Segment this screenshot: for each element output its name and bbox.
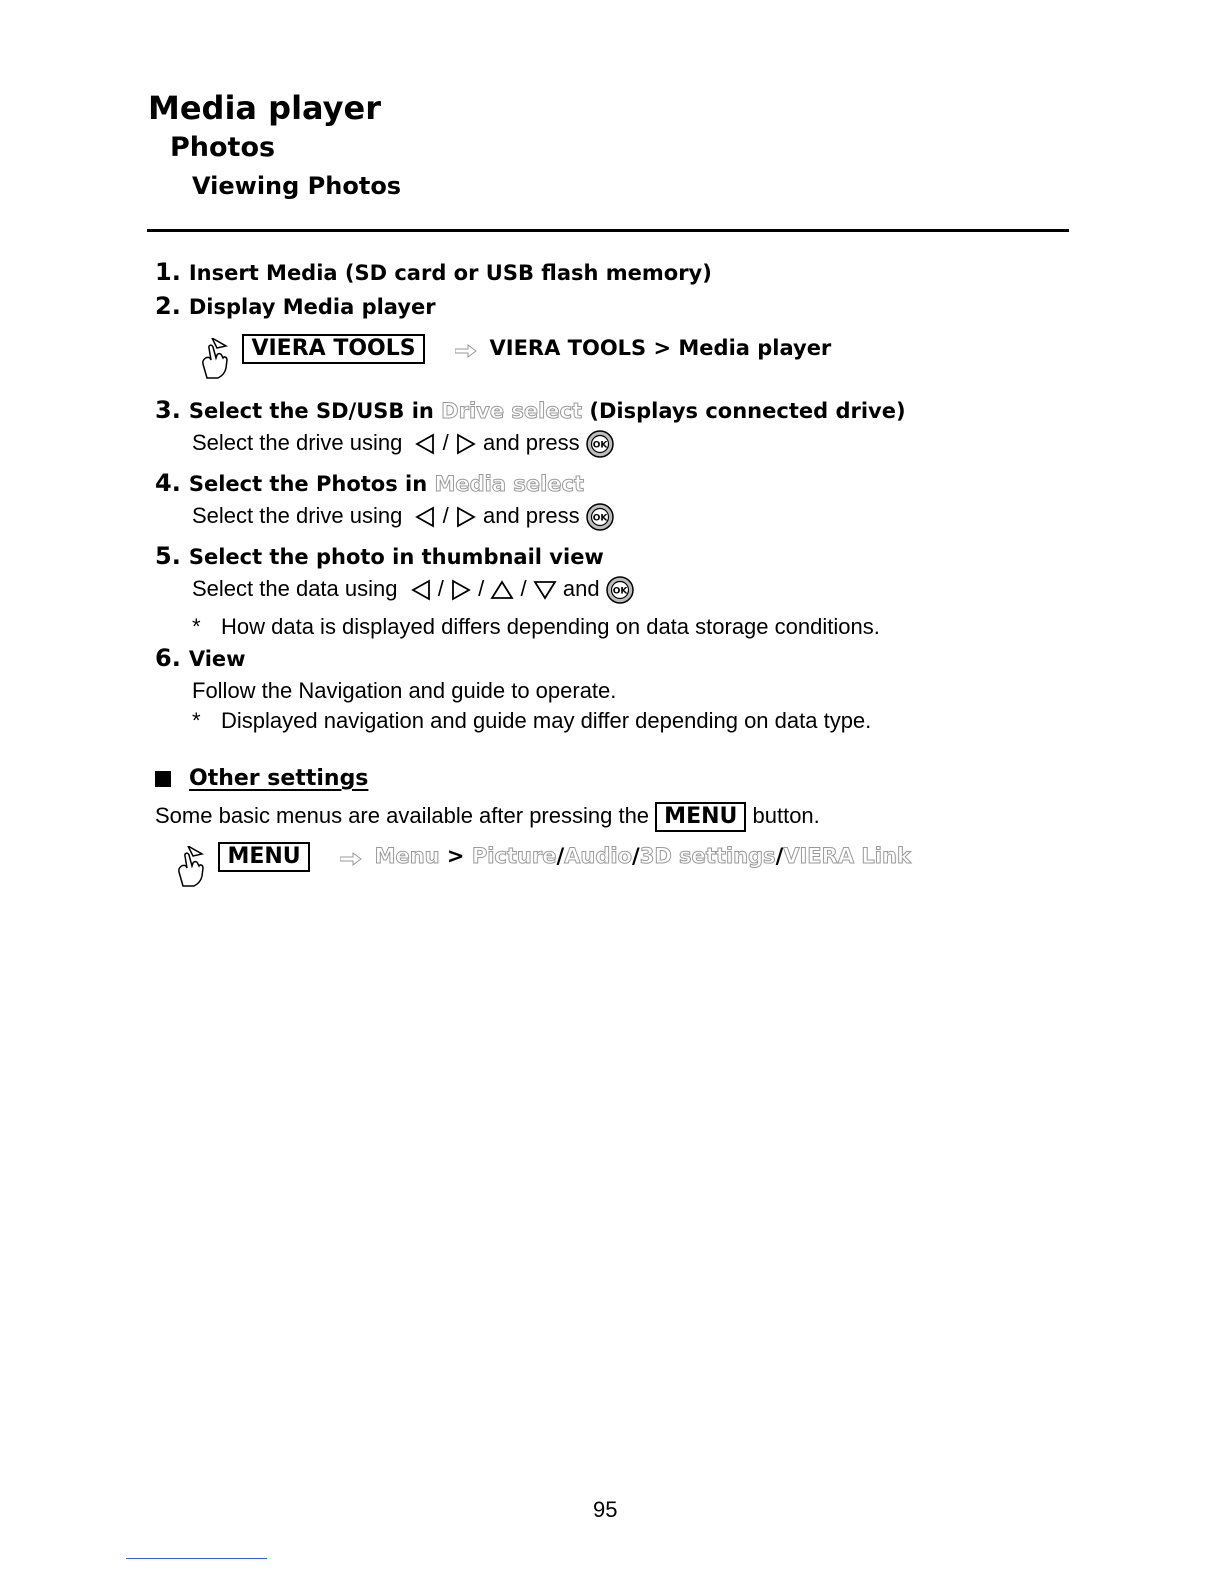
arrow-right-icon	[340, 852, 362, 866]
ok-button-icon	[586, 430, 614, 458]
menu-key-nav: MENU	[218, 842, 309, 872]
square-bullet-icon	[155, 771, 171, 787]
arrow-right-icon	[455, 344, 477, 358]
ok-button-icon	[606, 576, 634, 604]
step-4-desc	[192, 503, 614, 531]
step-5-desc	[192, 576, 634, 604]
step-number: 3.	[155, 396, 181, 424]
picture-label: Picture	[471, 844, 557, 869]
step-5	[155, 542, 604, 570]
other-settings-heading	[155, 766, 368, 791]
left-arrow-icon	[414, 506, 436, 528]
step-number: 2.	[155, 292, 181, 320]
left-arrow-icon	[414, 433, 436, 455]
other-settings-desc	[155, 802, 820, 832]
desc-text: and press	[482, 430, 580, 455]
step-6	[155, 644, 246, 672]
desc-text: button.	[752, 803, 820, 828]
separator: /	[442, 430, 449, 455]
desc-text: and	[562, 576, 600, 601]
viera-link-label: VIERA Link	[783, 844, 911, 869]
section-title: Viewing Photos	[192, 172, 402, 200]
3d-settings-label: 3D settings	[639, 844, 776, 869]
step-title: View	[188, 647, 246, 671]
svg-text:OK: OK	[592, 513, 608, 524]
page-subtitle: Photos	[170, 132, 276, 163]
media-select-menu-label: Media select	[434, 472, 585, 496]
step-3	[155, 396, 906, 424]
step-6-note	[192, 708, 871, 734]
step-4	[155, 469, 584, 497]
step-title: Select the Photos in	[188, 472, 435, 496]
page-number: 95	[593, 1497, 618, 1522]
right-arrow-icon	[455, 506, 477, 528]
drive-select-menu-label: Drive select	[441, 399, 583, 423]
remote-control-icon	[176, 846, 206, 888]
nav-path-menu	[176, 846, 911, 888]
remote-control-icon	[200, 338, 230, 380]
ok-button-icon	[586, 503, 614, 531]
menu-label: Menu	[374, 844, 440, 869]
heading-divider	[147, 229, 1069, 232]
desc-text: Select the data using	[192, 576, 398, 601]
nav-path-viera-tools	[200, 338, 831, 380]
step-number: 6.	[155, 644, 181, 672]
step-title: Select the photo in thumbnail view	[188, 545, 604, 569]
right-arrow-icon	[450, 579, 472, 601]
slash: /	[775, 844, 784, 869]
svg-text:OK: OK	[612, 586, 628, 597]
step-title: Display Media player	[188, 295, 436, 319]
nav-path-text: VIERA TOOLS > Media player	[489, 336, 832, 361]
step-number: 5.	[155, 542, 181, 570]
note-marker: *	[192, 708, 201, 733]
path-separator: >	[446, 844, 465, 869]
step-number: 4.	[155, 469, 181, 497]
viera-tools-key: VIERA TOOLS	[242, 334, 424, 364]
separator: /	[442, 503, 449, 528]
menu-key: MENU	[655, 802, 746, 832]
note-marker: *	[192, 614, 201, 639]
right-arrow-icon	[455, 433, 477, 455]
step-2	[155, 292, 436, 320]
svg-text:OK: OK	[592, 440, 608, 451]
step-title: Select the SD/USB in	[188, 399, 442, 423]
other-settings-title: Other settings	[189, 766, 369, 791]
desc-text: and press	[482, 503, 580, 528]
audio-label: Audio	[564, 844, 633, 869]
footer-rule	[126, 1558, 267, 1559]
slash: /	[556, 844, 565, 869]
step-1	[155, 258, 712, 286]
step-5-note	[192, 614, 880, 640]
desc-text: Select the drive using	[192, 430, 403, 455]
separator: /	[520, 576, 527, 601]
menu-path	[375, 844, 911, 868]
desc-text: Some basic menus are available after pressing the	[155, 803, 650, 828]
down-arrow-icon	[533, 579, 557, 601]
separator: /	[437, 576, 444, 601]
page-title: Media player	[148, 89, 381, 127]
note-text: Displayed navigation and guide may differ depending on data type.	[221, 708, 872, 733]
up-arrow-icon	[490, 579, 514, 601]
left-arrow-icon	[410, 579, 432, 601]
step-title-suffix: (Displays connected drive)	[582, 399, 906, 423]
note-text: How data is displayed differs depending on data storage conditions.	[221, 614, 880, 639]
desc-text: Select the drive using	[192, 503, 403, 528]
step-title: Insert Media (SD card or USB flash memory)	[188, 261, 712, 285]
step-number: 1.	[155, 258, 181, 286]
slash: /	[632, 844, 640, 869]
separator: /	[478, 576, 485, 601]
step-3-desc	[192, 430, 614, 458]
step-6-desc: Follow the Navigation and guide to operate.	[192, 678, 617, 703]
